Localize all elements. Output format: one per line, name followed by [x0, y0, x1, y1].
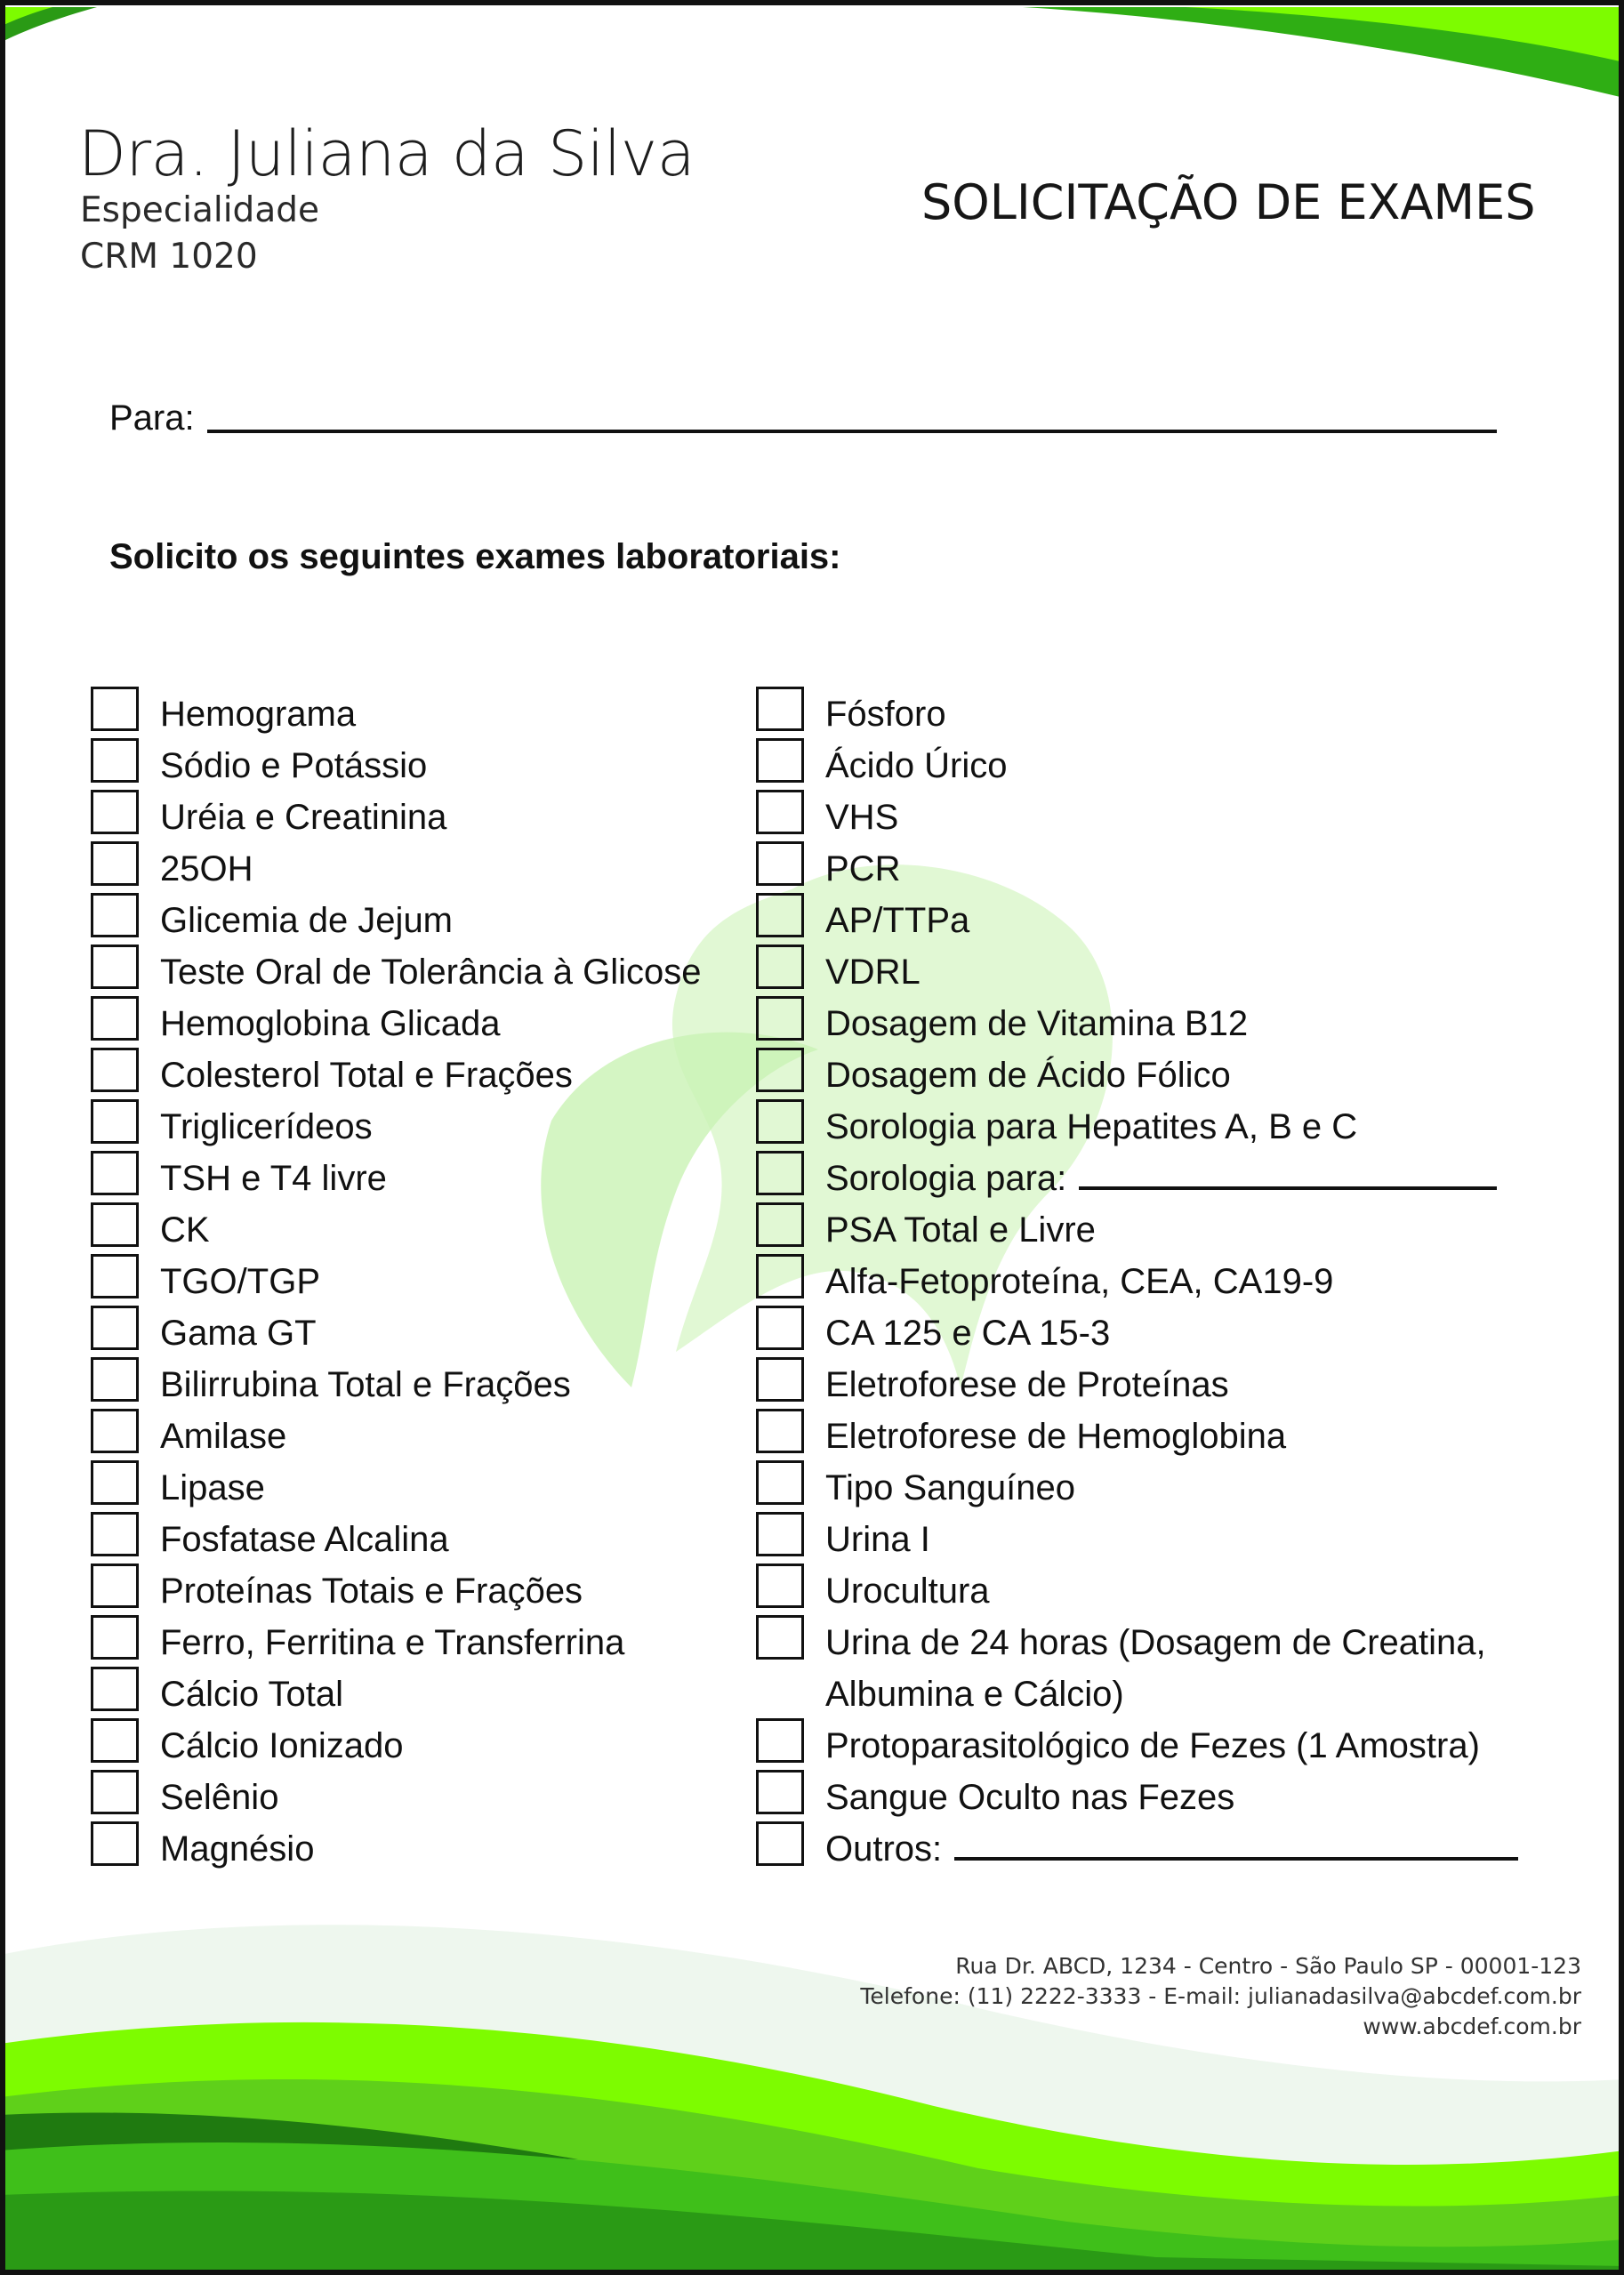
footer-address: Rua Dr. ABCD, 1234 - Centro - São Paulo SP - 00001-123 [955, 1953, 1581, 1979]
exam-label: Triglicerídeos [160, 1107, 373, 1146]
exam-label: Sorologia para Hepatites A, B e C [825, 1107, 1358, 1146]
exam-checkbox[interactable] [756, 1357, 804, 1402]
exam-checkbox[interactable] [91, 1409, 139, 1453]
exam-label: Urina I [825, 1520, 930, 1559]
exam-label: Teste Oral de Tolerância à Glicose [160, 953, 702, 992]
exam-label: Fosfatase Alcalina [160, 1520, 449, 1559]
exam-label: VHS [825, 798, 899, 837]
exam-label: Gama GT [160, 1314, 317, 1353]
exam-checkbox[interactable] [756, 1770, 804, 1814]
exam-label: Uréia e Creatinina [160, 798, 447, 837]
exam-checkbox[interactable] [91, 1718, 139, 1763]
exam-label: PSA Total e Livre [825, 1210, 1096, 1250]
exam-label: TGO/TGP [160, 1262, 320, 1301]
recipient-field[interactable] [207, 430, 1497, 433]
exam-label: Hemograma [160, 695, 357, 734]
exam-checkbox[interactable] [756, 1718, 804, 1763]
exam-checkbox[interactable] [91, 1357, 139, 1402]
footer-contact [860, 1951, 1581, 2042]
exam-checkbox[interactable] [91, 1512, 139, 1556]
exam-label: Cálcio Total [160, 1675, 344, 1714]
exam-label-multiline [825, 1617, 1486, 1720]
exam-checkbox[interactable] [91, 893, 139, 937]
exam-checkbox[interactable] [756, 790, 804, 834]
exam-checkbox[interactable] [91, 1615, 139, 1660]
exam-label: Proteínas Totais e Frações [160, 1572, 583, 1611]
doctor-specialty: Especialidade [80, 190, 319, 230]
footer-website: www.abcdef.com.br [1363, 2014, 1581, 2039]
request-heading: Solicito os seguintes exames laboratoriais: [109, 537, 841, 576]
exam-checkbox[interactable] [756, 738, 804, 783]
exam-checkbox[interactable] [756, 996, 804, 1041]
exam-checkbox[interactable] [756, 687, 804, 731]
exam-checkbox[interactable] [91, 945, 139, 989]
exam-label: Tipo Sanguíneo [825, 1468, 1075, 1507]
exam-checkbox[interactable] [756, 1151, 804, 1195]
exam-checkbox[interactable] [756, 1254, 804, 1298]
exam-checkbox[interactable] [756, 1306, 804, 1350]
exam-label: Protoparasitológico de Fezes (1 Amostra) [825, 1726, 1480, 1765]
exam-label: Amilase [160, 1417, 287, 1456]
exam-checkbox[interactable] [91, 996, 139, 1041]
exam-label: TSH e T4 livre [160, 1159, 387, 1198]
doctor-name: Dra. Juliana da Silva [78, 117, 695, 190]
exam-label: VDRL [825, 953, 921, 992]
exam-label: Sorologia para: [825, 1159, 1067, 1198]
exam-checkbox[interactable] [756, 1048, 804, 1092]
exam-checkbox[interactable] [91, 1151, 139, 1195]
outros-field[interactable] [954, 1857, 1518, 1861]
exam-label-continuation: Albumina e Cálcio) [825, 1675, 1124, 1714]
exam-checkbox[interactable] [91, 1254, 139, 1298]
footer-phone-email: Telefone: (11) 2222-3333 - E-mail: julianadasilva@abcdef.com.br [860, 1983, 1581, 2009]
exam-checkbox[interactable] [756, 1615, 804, 1660]
exam-checkbox[interactable] [756, 893, 804, 937]
exam-label: Selênio [160, 1778, 279, 1817]
exam-label: Outros: [825, 1829, 943, 1869]
exam-label: Lipase [160, 1468, 265, 1507]
exam-label: Hemoglobina Glicada [160, 1004, 501, 1043]
exam-label: CK [160, 1210, 210, 1250]
exam-checkbox[interactable] [756, 841, 804, 886]
exam-label: CA 125 e CA 15-3 [825, 1314, 1111, 1353]
sorologia-field[interactable] [1079, 1186, 1497, 1190]
exam-label: Bilirrubina Total e Frações [160, 1365, 571, 1404]
exam-checkbox[interactable] [756, 1099, 804, 1144]
exam-checkbox[interactable] [91, 1460, 139, 1505]
exam-checkbox[interactable] [91, 738, 139, 783]
exam-checkbox[interactable] [91, 1821, 139, 1866]
exam-label: Dosagem de Ácido Fólico [825, 1056, 1231, 1095]
exam-checkbox[interactable] [756, 1409, 804, 1453]
exam-checkbox[interactable] [756, 945, 804, 989]
exam-label: Sódio e Potássio [160, 746, 428, 785]
exam-checkbox[interactable] [91, 841, 139, 886]
exam-label: Ácido Úrico [825, 746, 1008, 785]
exam-label: Fósforo [825, 695, 946, 734]
exam-label: Glicemia de Jejum [160, 901, 454, 940]
exam-label: Alfa-Fetoproteína, CEA, CA19-9 [825, 1262, 1334, 1301]
exam-label-with-blank [825, 1823, 1518, 1875]
exam-checkbox[interactable] [91, 687, 139, 731]
exam-label: Ferro, Ferritina e Transferrina [160, 1623, 625, 1662]
document-title: SOLICITAÇÃO DE EXAMES [921, 174, 1536, 230]
exam-checkbox[interactable] [756, 1564, 804, 1608]
exam-checkbox[interactable] [91, 1564, 139, 1608]
exam-checkbox[interactable] [91, 1048, 139, 1092]
exam-label: Sangue Oculto nas Fezes [825, 1778, 1235, 1817]
exam-label: Cálcio Ionizado [160, 1726, 404, 1765]
doctor-crm: CRM 1020 [80, 237, 258, 277]
exam-label: Urocultura [825, 1572, 990, 1611]
exam-checkbox[interactable] [91, 1667, 139, 1711]
exam-checkbox[interactable] [91, 790, 139, 834]
exam-checkbox[interactable] [756, 1512, 804, 1556]
recipient-row [109, 398, 1497, 438]
exam-label-with-blank [825, 1153, 1497, 1204]
exam-checkbox[interactable] [91, 1306, 139, 1350]
exam-checkbox[interactable] [91, 1202, 139, 1247]
exam-checkbox[interactable] [91, 1770, 139, 1814]
exam-checkbox[interactable] [756, 1460, 804, 1505]
exam-checkbox[interactable] [91, 1099, 139, 1144]
exam-checkbox[interactable] [756, 1821, 804, 1866]
top-green-swoosh [0, 0, 1624, 116]
exam-checkbox[interactable] [756, 1202, 804, 1247]
exam-label: Eletroforese de Proteínas [825, 1365, 1229, 1404]
exam-label: AP/TTPa [825, 901, 970, 940]
exam-label: PCR [825, 849, 901, 888]
exam-label: 25OH [160, 849, 253, 888]
exam-label: Dosagem de Vitamina B12 [825, 1004, 1249, 1043]
exam-label: Eletroforese de Hemoglobina [825, 1417, 1287, 1456]
exam-label: Magnésio [160, 1829, 315, 1869]
recipient-label: Para: [109, 398, 195, 438]
exam-label: Urina de 24 horas (Dosagem de Creatina, [825, 1623, 1486, 1662]
exam-label: Colesterol Total e Frações [160, 1056, 573, 1095]
